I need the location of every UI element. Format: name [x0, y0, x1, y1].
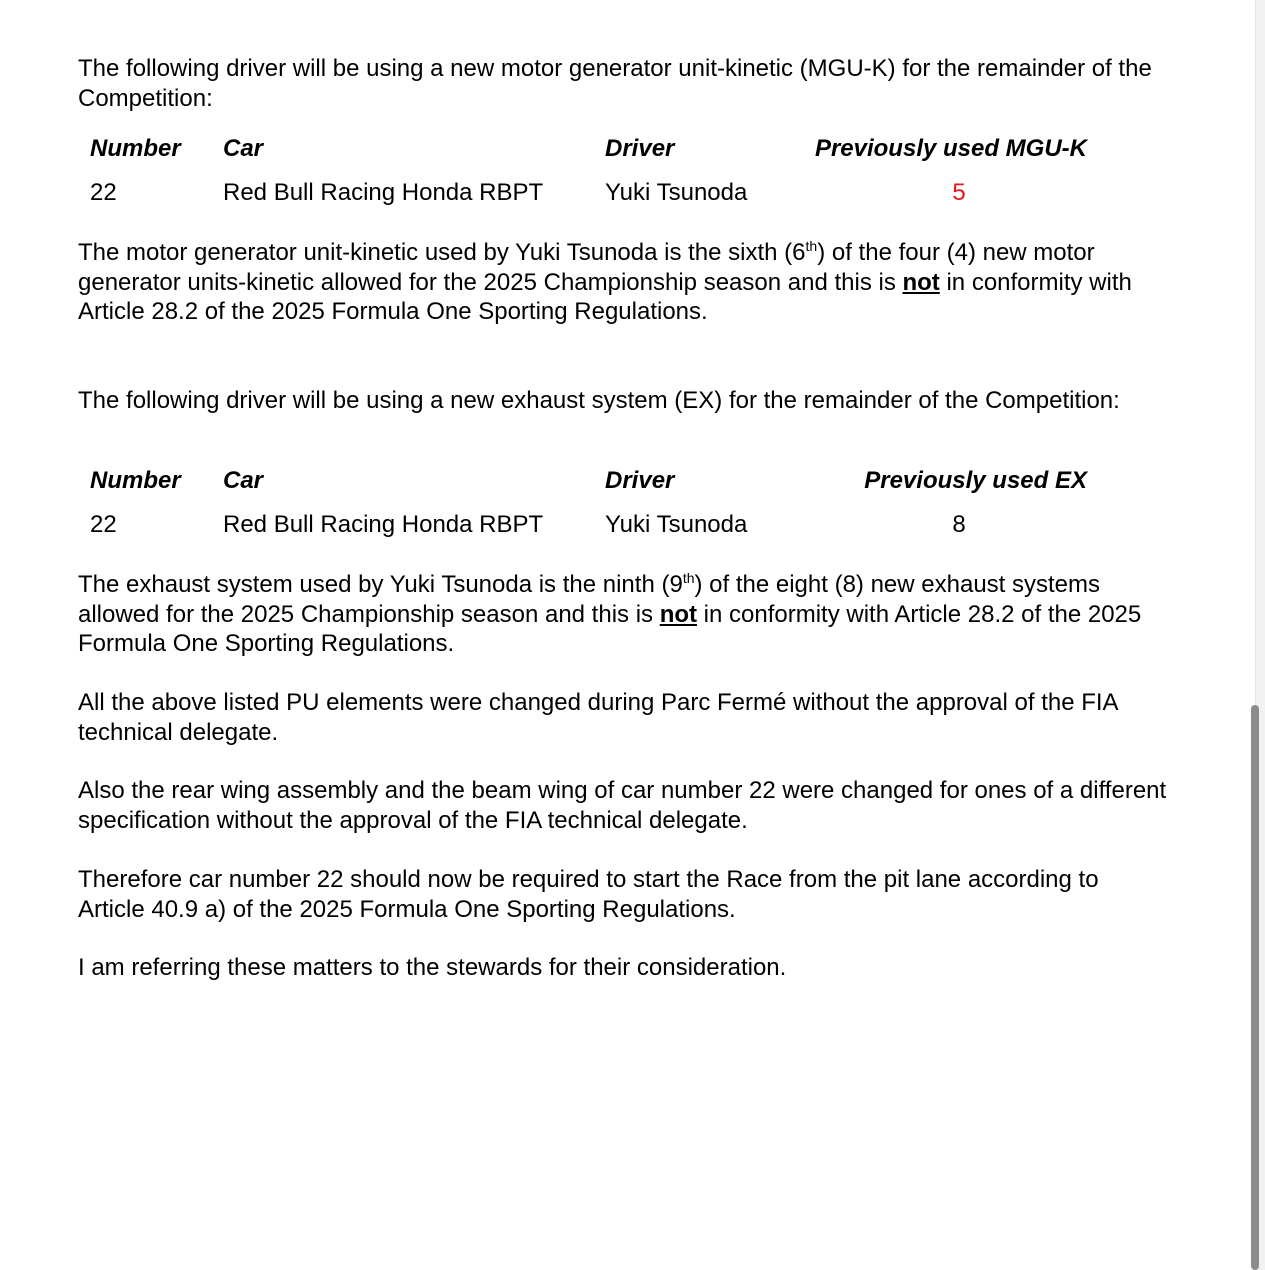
scrollbar-thumb[interactable]: [1251, 705, 1259, 1270]
ex-header-previous: Previously used EX: [864, 467, 1087, 494]
ex-row-previous: 8: [952, 511, 966, 538]
mguk-body-part2: ) of the four (4) new motor generator units-kinetic allowed for the 2025 Championship season and this is: [78, 239, 1095, 296]
ex-body-not: not: [659, 600, 698, 628]
ex-body-part2: ) of the eight (8) new exhaust systems allowed for the 2025 Championship season and this is: [78, 571, 1101, 628]
ex-intro: The following driver will be using a new exhaust system (EX) for the remainder of the Competition:: [78, 387, 1120, 414]
ex-body-part3: in conformity with Article 28.2 of the 2025 Formula One Sporting Regulations.: [78, 600, 1142, 657]
ex-header-number: Number: [90, 467, 181, 494]
mguk-row-number: 22: [90, 179, 117, 206]
pit-lane-paragraph: Therefore car number 22 should now be required to start the Race from the pit lane according to Article 40.9 a) of the 2025 Formula One Sporting Regulations.: [78, 866, 1099, 923]
mguk-body-ordinal: th: [805, 238, 818, 254]
mguk-body-part3: in conformity with Article 28.2 of the 2025 Formula One Sporting Regulations.: [78, 268, 1132, 325]
ex-row-driver: Yuki Tsunoda: [605, 511, 748, 538]
mguk-body: [78, 238, 1168, 327]
ex-body: [78, 570, 1168, 659]
mguk-row-previous: 5: [952, 179, 966, 206]
mguk-body-not: not: [902, 268, 940, 296]
mguk-row-car: Red Bull Racing Honda RBPT: [223, 179, 544, 206]
mguk-header-driver: Driver: [605, 135, 675, 162]
ex-row-car: Red Bull Racing Honda RBPT: [223, 511, 544, 538]
rear-wing-paragraph: Also the rear wing assembly and the beam wing of car number 22 were changed for ones of a different specification without the approval of the FIA technical delegate.: [78, 777, 1167, 834]
mguk-header-car: Car: [223, 135, 264, 162]
parc-ferme-paragraph: All the above listed PU elements were changed during Parc Fermé without the approval of the FIA technical delegate.: [78, 689, 1118, 746]
ex-header-car: Car: [223, 467, 264, 494]
ex-row-number: 22: [90, 511, 117, 538]
mguk-header-number: Number: [90, 135, 181, 162]
mguk-header-previous: Previously used MGU-K: [814, 135, 1087, 162]
mguk-row-driver: Yuki Tsunoda: [605, 179, 748, 206]
ex-body-part1: The exhaust system used by Yuki Tsunoda is the ninth (9: [78, 571, 683, 598]
ex-body-ordinal: th: [682, 570, 695, 586]
referral-paragraph: I am referring these matters to the stewards for their consideration.: [78, 954, 787, 981]
mguk-intro: The following driver will be using a new motor generator unit-kinetic (MGU-K) for the remainder of the Competition:: [78, 55, 1152, 112]
ex-header-driver: Driver: [605, 467, 675, 494]
mguk-body-part1: The motor generator unit-kinetic used by Yuki Tsunoda is the sixth (6: [78, 239, 806, 266]
